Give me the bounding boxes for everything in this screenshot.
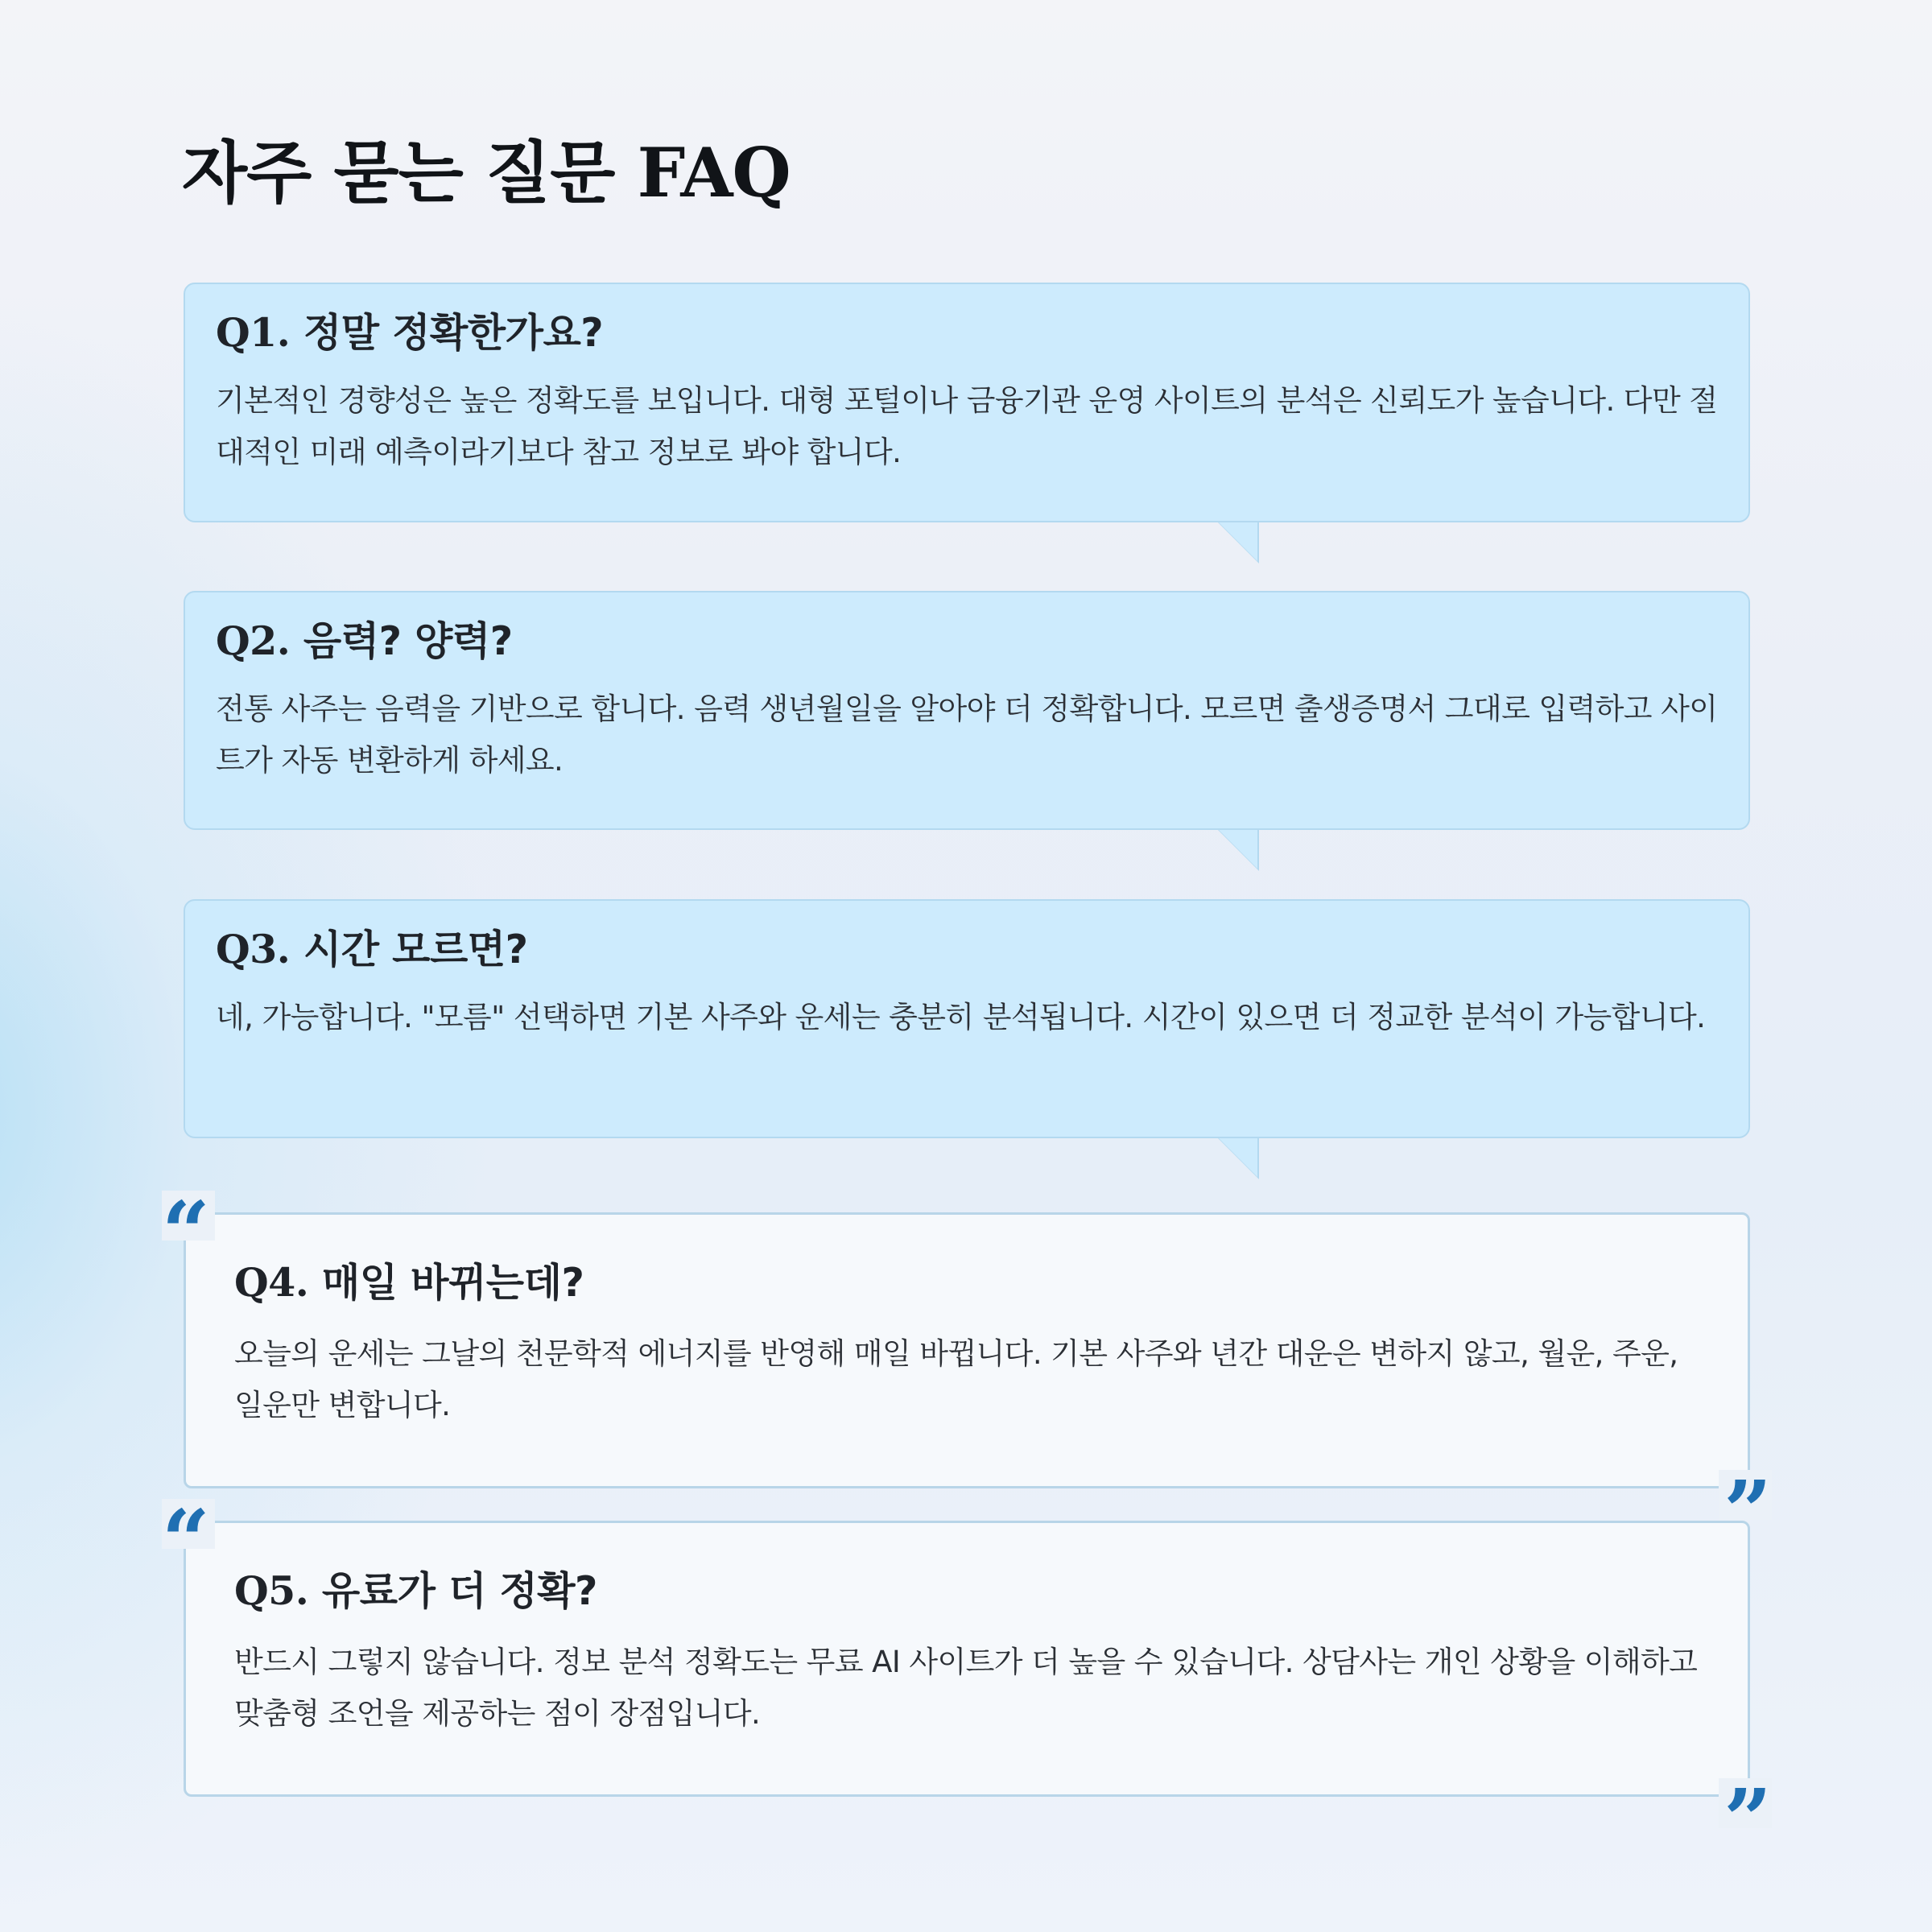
close-quote-icon: ” (1719, 1470, 1772, 1520)
faq-item-4 (162, 1191, 1772, 1520)
faq-question-number: Q1. (216, 309, 303, 356)
faq-answer-2: 전통 사주는 음력을 기반으로 합니다. 음력 생년월일을 알아야 더 정확합니다. 모르면 출생증명서 그대로 입력하고 사이트가 자동 변환하게 하세요. (216, 691, 1718, 778)
faq-item-5 (162, 1499, 1772, 1828)
close-quote-icon: ” (1719, 1778, 1772, 1828)
faq-question-5 (234, 1565, 1698, 1617)
faq-question-text: 음력? 양력? (303, 618, 513, 664)
page-title-korean: 자주 묻는 질문 (182, 134, 638, 213)
speech-bubble-tail (1219, 1138, 1257, 1177)
faq-question-number: Q4. (234, 1259, 322, 1306)
page-title (182, 129, 791, 217)
page-title-faq: FAQ (637, 133, 791, 213)
faq-answer-4: 오늘의 운세는 그날의 천문학적 에너지를 반영해 매일 바뀝니다. 기본 사주와 년간 대운은 변하지 않고, 월운, 주운, 일운만 변합니다. (234, 1336, 1678, 1422)
faq-item-3 (184, 899, 1750, 1138)
faq-answer-1: 기본적인 경향성은 높은 정확도를 보입니다. 대형 포털이나 금융기관 운영 사이트의 분석은 신뢰도가 높습니다. 다만 절대적인 미래 예측이라기보다 참고 정보로 봐야 합니다. (216, 383, 1718, 469)
faq-item-1 (184, 283, 1750, 522)
faq-question-4 (234, 1257, 1698, 1309)
faq-answer-3: 네, 가능합니다. "모름" 선택하면 기본 사주와 운세는 충분히 분석됩니다. 시간이 있으면 더 정교한 분석이 가능합니다. (216, 1000, 1706, 1034)
faq-question-text: 시간 모르면? (303, 927, 528, 972)
faq-item-2 (184, 591, 1750, 830)
faq-question-3 (216, 923, 1718, 976)
faq-question-text: 매일 바뀌는데? (321, 1260, 584, 1306)
faq-question-text: 정말 정확한가요? (303, 310, 604, 356)
faq-question-number: Q3. (216, 926, 303, 972)
faq-question-number: Q5. (234, 1567, 322, 1614)
faq-question-1 (216, 307, 1718, 359)
open-quote-icon: “ (162, 1499, 215, 1549)
faq-question-text: 유료가 더 정확? (321, 1568, 597, 1614)
faq-answer-5: 반드시 그렇지 않습니다. 정보 분석 정확도는 무료 AI 사이트가 더 높을 수 있습니다. 상담사는 개인 상황을 이해하고 맞춤형 조언을 제공하는 점이 장점입니다. (234, 1645, 1698, 1731)
speech-bubble-tail (1219, 522, 1257, 561)
faq-question-number: Q2. (216, 617, 303, 664)
open-quote-icon: “ (162, 1191, 215, 1241)
speech-bubble-tail (1219, 830, 1257, 869)
faq-question-2 (216, 615, 1718, 667)
